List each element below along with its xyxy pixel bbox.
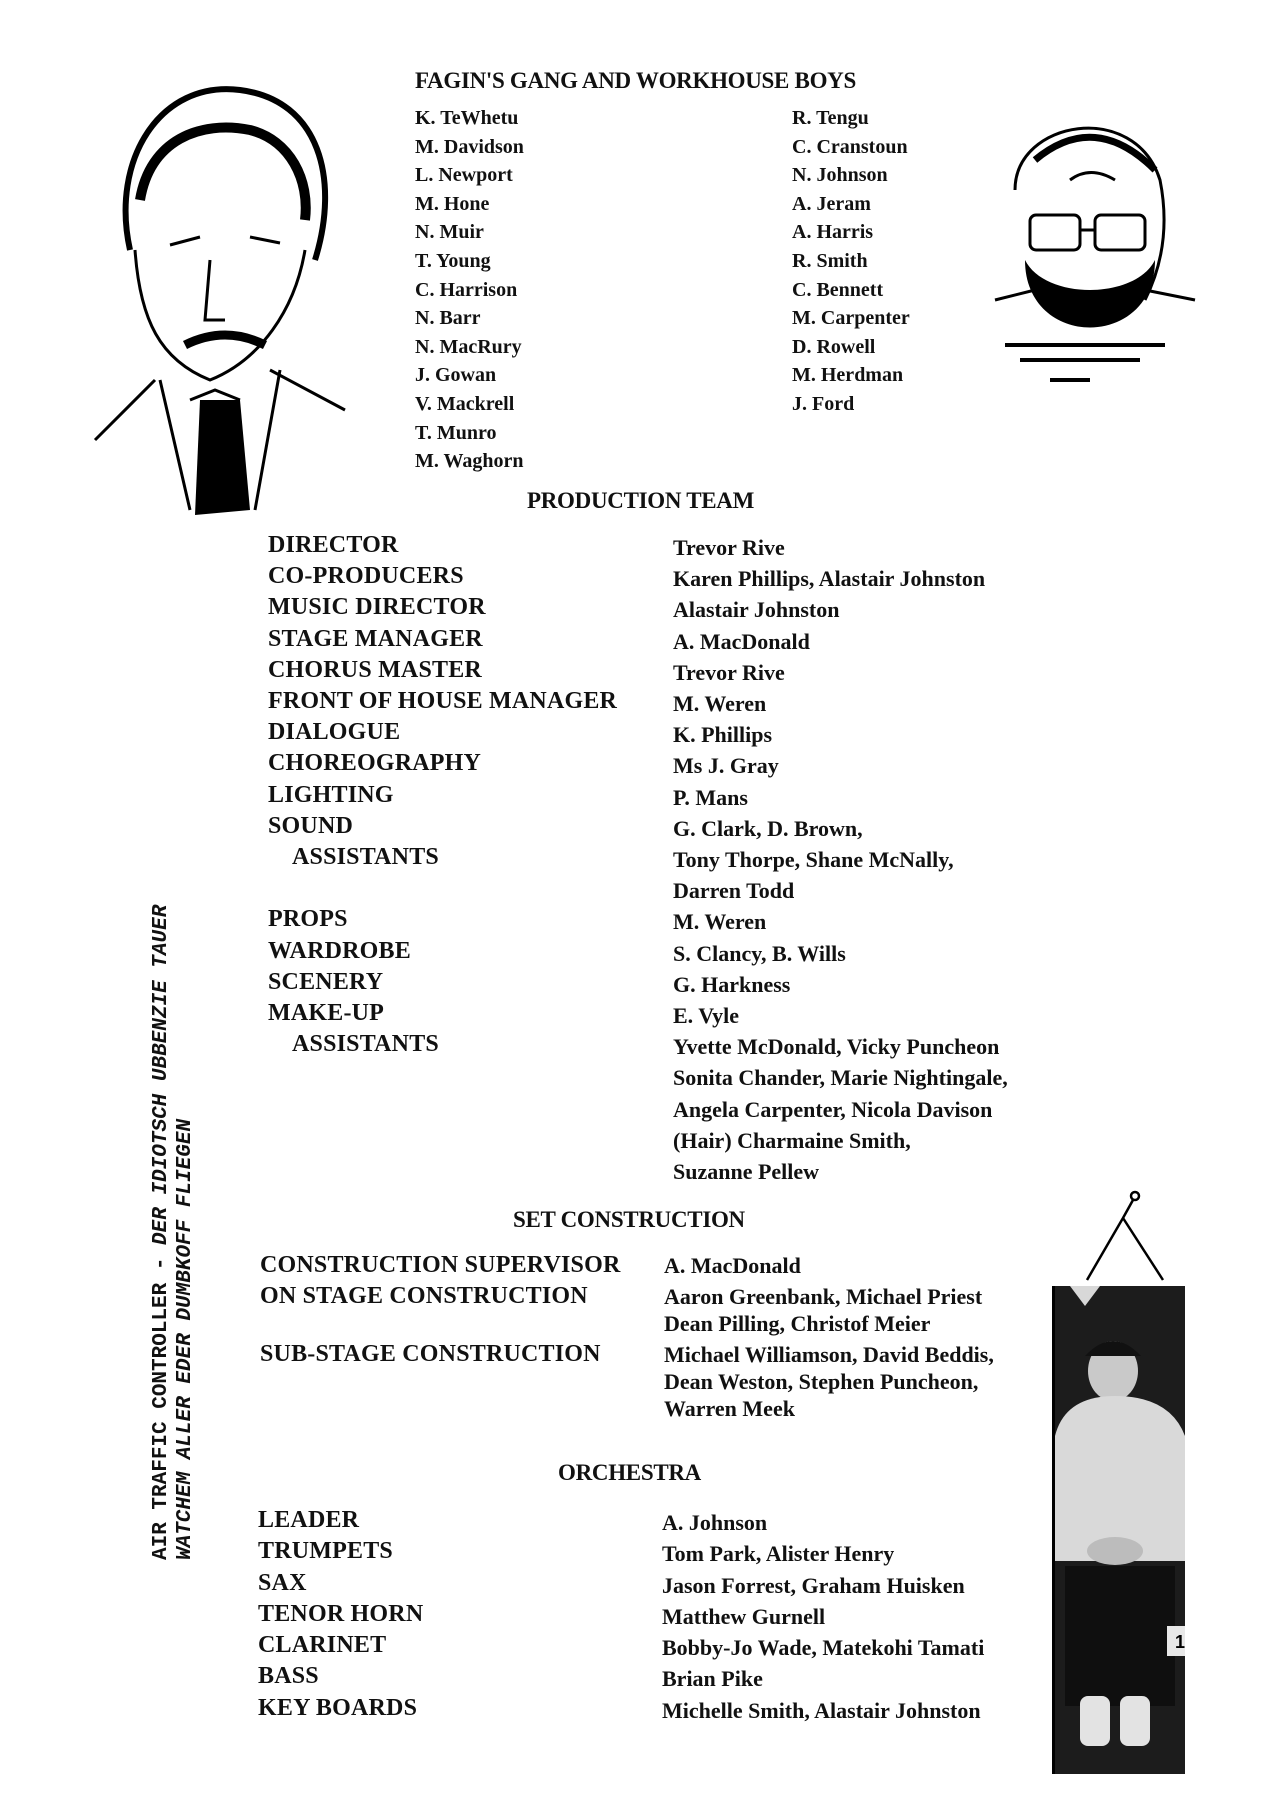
credit-name-line: Tom Park, Alister Henry (662, 1541, 895, 1567)
credit-row (268, 750, 1008, 781)
credit-names (673, 938, 1008, 969)
credit-row (258, 1695, 984, 1726)
credit-name-line: E. Vyle (673, 1003, 740, 1029)
cast-member: N. Barr (415, 307, 481, 330)
side-note-line2: WATCHEM ALLER EDER DUMBKOFF FLIEGEN (174, 1118, 197, 1560)
credit-row (258, 1538, 984, 1569)
credit-names (673, 969, 1008, 1000)
credit-names (662, 1695, 984, 1726)
credit-name-line: Matthew Gurnell (662, 1603, 826, 1629)
credit-name-line: P. Mans (673, 784, 748, 810)
bearded-man-caricature-icon (985, 100, 1205, 440)
credit-names (662, 1570, 984, 1601)
credit-role: DIALOGUE (268, 719, 401, 746)
credit-role: MAKE-UP (268, 1000, 385, 1027)
gang-right-column (792, 104, 910, 419)
credit-role: LIGHTING (268, 781, 394, 808)
credit-names (673, 782, 1008, 813)
credit-name-line: A. MacDonald (673, 628, 810, 654)
credit-role: SAX (258, 1569, 307, 1596)
credit-row (268, 563, 1008, 594)
credit-names (662, 1663, 984, 1694)
credit-name-line: Warren Meek (664, 1396, 795, 1421)
credit-role: ASSISTANTS (292, 1031, 439, 1058)
cast-member: N. Muir (415, 221, 484, 244)
credit-role: CONSTRUCTION SUPERVISOR (260, 1252, 621, 1278)
credit-role: MUSIC DIRECTOR (268, 594, 486, 621)
credit-row (268, 594, 1008, 625)
side-note-line1-italic: DER IDIOTSCH UBBENZIE TAUER (150, 904, 173, 1245)
credit-name-line: A. Johnson (662, 1510, 768, 1535)
set-construction-credits (260, 1252, 994, 1426)
production-credits (268, 532, 1008, 1187)
credit-name-line: M. Weren (673, 691, 767, 717)
credit-row (258, 1570, 984, 1601)
credit-names (662, 1632, 984, 1663)
credit-row (268, 532, 1008, 563)
credit-name-line: Alastair Johnston (673, 597, 840, 623)
gang-left-column (415, 104, 524, 476)
credit-role: KEY BOARDS (258, 1694, 418, 1721)
credit-name-line: Trevor Rive (673, 659, 785, 685)
credit-name-line: Angela Carpenter, Nicola Davison (673, 1096, 993, 1122)
cast-member: R. Smith (792, 249, 868, 272)
credit-name-line: Michelle Smith, Alastair Johnston (662, 1697, 981, 1723)
side-note-line1-plain: AIR TRAFFIC CONTROLLER - (150, 1244, 173, 1560)
credit-row (268, 1000, 1008, 1031)
credit-names (673, 532, 1008, 563)
credit-name-line: Darren Todd (673, 878, 795, 904)
cast-member: N. Johnson (792, 164, 888, 187)
credit-names (673, 657, 1008, 688)
credit-row (260, 1341, 994, 1422)
credit-row (258, 1632, 984, 1663)
cast-member: M. Herdman (792, 364, 904, 387)
cast-member: C. Harrison (415, 278, 518, 301)
cast-member: T. Young (415, 249, 491, 272)
credit-role: CHORUS MASTER (268, 656, 482, 683)
credit-role: ON STAGE CONSTRUCTION (260, 1283, 588, 1309)
credit-row (258, 1601, 984, 1632)
credit-names (673, 813, 1008, 844)
credit-name-line: Yvette McDonald, Vicky Puncheon (673, 1034, 1000, 1060)
credit-name-line: Suzanne Pellew (673, 1159, 820, 1185)
credit-name-line: G. Harkness (673, 971, 791, 997)
credit-name-line: Dean Weston, Stephen Puncheon, (664, 1369, 979, 1394)
credit-row (268, 688, 1008, 719)
credit-role: SCENERY (268, 968, 384, 995)
gang-section-title: FAGIN'S GANG AND WORKHOUSE BOYS (415, 68, 856, 93)
credit-row (268, 782, 1008, 813)
credit-role: CLARINET (258, 1632, 387, 1659)
credit-names (673, 750, 1008, 781)
credit-name-line: A. MacDonald (664, 1253, 801, 1278)
cast-member: L. Newport (415, 164, 513, 187)
credit-name-line: Bobby-Jo Wade, Matekohi Tamati (662, 1635, 985, 1661)
cast-member: J. Gowan (415, 364, 497, 387)
credit-name-line: Tony Thorpe, Shane McNally, (673, 847, 954, 873)
credit-row (260, 1252, 994, 1279)
credit-names (662, 1507, 984, 1538)
credit-role: CHOREOGRAPHY (268, 750, 482, 777)
cast-member: R. Tengu (792, 107, 869, 129)
credit-row (268, 626, 1008, 657)
credit-names (673, 688, 1008, 719)
credit-name-line: M. Weren (673, 909, 767, 935)
credit-name-line: G. Clark, D. Brown, (673, 815, 863, 841)
credit-name-line: Michael Williamson, David Beddis, (664, 1342, 994, 1367)
credit-name-line: Karen Phillips, Alastair Johnston (673, 566, 986, 592)
credit-names (662, 1601, 984, 1632)
credit-name-line: S. Clancy, B. Wills (673, 940, 846, 966)
cast-member: A. Harris (792, 221, 874, 244)
photo-label: 1 (1175, 1632, 1186, 1652)
credit-row (268, 813, 1008, 844)
credit-role: ASSISTANTS (292, 844, 439, 871)
credit-names (664, 1252, 994, 1279)
credit-name-line: Jason Forrest, Graham Huisken (662, 1572, 965, 1598)
credit-names (673, 594, 1008, 625)
credit-role: TENOR HORN (258, 1600, 424, 1627)
credit-role: DIRECTOR (268, 532, 399, 558)
credit-names (673, 719, 1008, 750)
credit-row (258, 1507, 984, 1538)
credit-row (258, 1663, 984, 1694)
cast-member: T. Munro (415, 421, 497, 444)
credit-row (268, 938, 1008, 969)
credit-name-line: Brian Pike (662, 1666, 763, 1692)
cast-member: C. Bennett (792, 278, 884, 301)
credit-role: STAGE MANAGER (268, 625, 483, 652)
cast-member: D. Rowell (792, 335, 876, 358)
credit-names (662, 1538, 984, 1569)
credit-role: LEADER (258, 1507, 360, 1533)
credit-names (673, 1000, 1008, 1031)
seated-child-figure-icon (1055, 1286, 1185, 1774)
cast-member: A. Jeram (792, 192, 871, 215)
mustached-man-caricature-icon (90, 60, 350, 520)
credit-names (673, 844, 1008, 906)
cast-member: M. Carpenter (792, 307, 910, 330)
hanging-wire-icon (1075, 1188, 1175, 1288)
credit-row (268, 719, 1008, 750)
credit-name-line: Aaron Greenbank, Michael Priest (664, 1284, 983, 1309)
credit-row (268, 657, 1008, 688)
credit-names (673, 906, 1008, 937)
credit-role: WARDROBE (268, 937, 411, 964)
cast-member: V. Mackrell (415, 392, 515, 415)
credit-names (664, 1341, 994, 1422)
credit-names (673, 1031, 1008, 1187)
credit-row (260, 1283, 994, 1337)
credit-name-line: Dean Pilling, Christof Meier (664, 1311, 931, 1336)
credit-role: SOUND (268, 812, 354, 839)
credit-name-line: Trevor Rive (673, 535, 785, 560)
credit-role: BASS (258, 1663, 319, 1690)
production-section-title: PRODUCTION TEAM (527, 488, 755, 513)
cast-member: K. TeWhetu (415, 107, 519, 129)
orchestra-section-title: ORCHESTRA (558, 1460, 701, 1485)
credit-role: CO-PRODUCERS (268, 563, 464, 590)
credit-role: SUB-STAGE CONSTRUCTION (260, 1341, 601, 1367)
credit-row (268, 844, 1008, 906)
credit-role: FRONT OF HOUSE MANAGER (268, 688, 618, 715)
cast-member: M. Davidson (415, 135, 524, 158)
credit-role: PROPS (268, 906, 348, 933)
cast-member: C. Cranstoun (792, 135, 908, 158)
credit-name-line: Ms J. Gray (673, 753, 779, 779)
cast-member: N. MacRury (415, 335, 522, 358)
child-photo (1052, 1286, 1185, 1774)
orchestra-credits (258, 1507, 984, 1726)
credit-row (268, 969, 1008, 1000)
credit-names (673, 626, 1008, 657)
cast-member: M. Waghorn (415, 450, 524, 473)
credit-row (268, 906, 1008, 937)
credit-name-line: K. Phillips (673, 722, 773, 748)
credit-names (664, 1283, 994, 1337)
side-note (150, 905, 198, 1560)
credit-role: TRUMPETS (258, 1538, 393, 1565)
credit-name-line: (Hair) Charmaine Smith, (673, 1127, 911, 1153)
set-construction-section-title: SET CONSTRUCTION (513, 1207, 745, 1232)
cast-member: M. Hone (415, 192, 490, 215)
cast-member: J. Ford (792, 392, 855, 415)
credit-names (673, 563, 1008, 594)
credit-row (268, 1031, 1008, 1187)
credit-name-line: Sonita Chander, Marie Nightingale, (673, 1065, 1008, 1091)
